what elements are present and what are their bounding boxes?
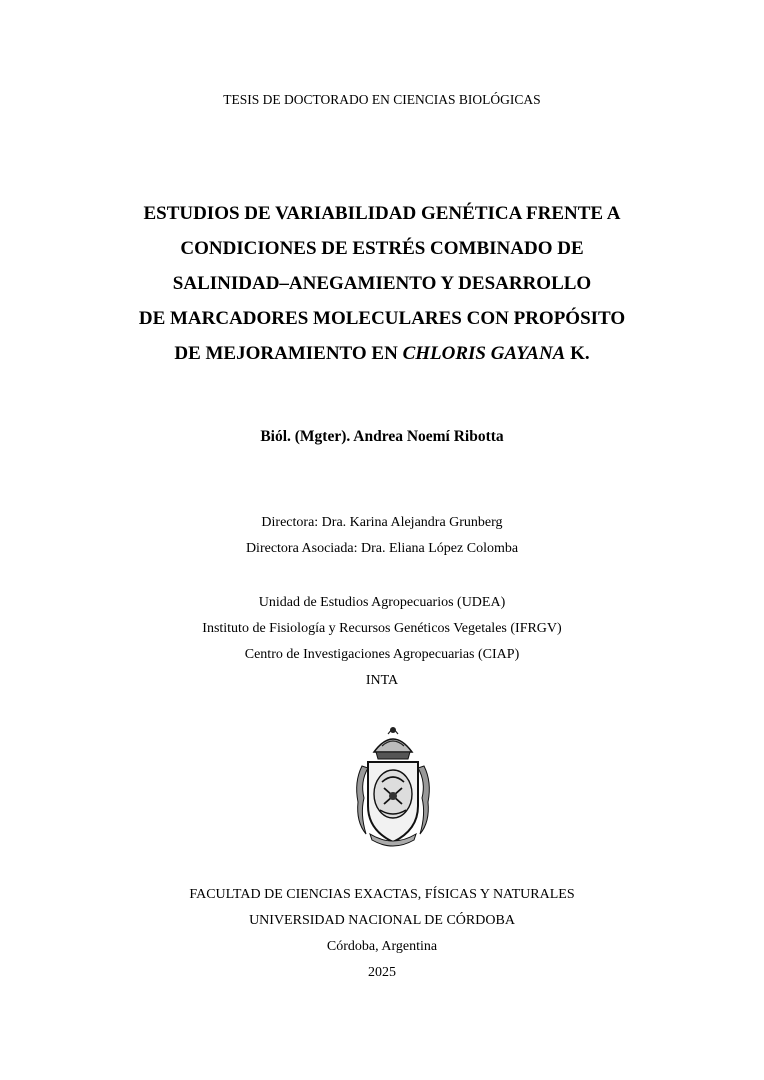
university-name: UNIVERSIDAD NACIONAL DE CÓRDOBA <box>249 913 515 928</box>
year: 2025 <box>368 965 396 980</box>
institution-line: Unidad de Estudios Agropecuarios (UDEA) <box>258 595 506 610</box>
institution-line: Instituto de Fisiología y Recursos Genéticos Vegetales (IFRGV) <box>202 621 562 636</box>
title-line: DE MARCADORES MOLECULARES CON PROPÓSITO <box>138 308 626 329</box>
faculty-name: FACULTAD DE CIENCIAS EXACTAS, FÍSICAS Y NATURALES <box>189 887 575 902</box>
institutions-block <box>0 590 764 694</box>
director: Directora: Dra. Karina Alejandra Grunberg <box>261 515 503 530</box>
title-line: CONDICIONES DE ESTRÉS COMBINADO DE <box>180 238 584 259</box>
title-line <box>0 336 764 371</box>
degree-heading: TESIS DE DOCTORADO EN CIENCIAS BIOLÓGICAS <box>223 92 541 107</box>
place: Córdoba, Argentina <box>326 939 438 954</box>
directors-block <box>0 510 764 562</box>
university-seal-icon <box>348 722 438 852</box>
thesis-title <box>0 196 764 371</box>
institution-line: Centro de Investigaciones Agropecuarias (CIAP) <box>244 647 520 662</box>
title-line: SALINIDAD–ANEGAMIENTO Y DESARROLLO <box>172 273 592 294</box>
footer-block <box>0 882 764 986</box>
author-name: Biól. (Mgter). Andrea Noemí Ribotta <box>260 428 504 445</box>
title-line-prefix: DE MEJORAMIENTO EN <box>174 343 403 364</box>
title-line: ESTUDIOS DE VARIABILIDAD GENÉTICA FRENTE A <box>143 203 621 224</box>
species-name: CHLORIS GAYANA <box>402 343 566 364</box>
associate-director: Directora Asociada: Dra. Eliana López Colomba <box>245 541 519 556</box>
institution-line: INTA <box>365 673 399 688</box>
title-line-suffix: K. <box>565 343 590 364</box>
